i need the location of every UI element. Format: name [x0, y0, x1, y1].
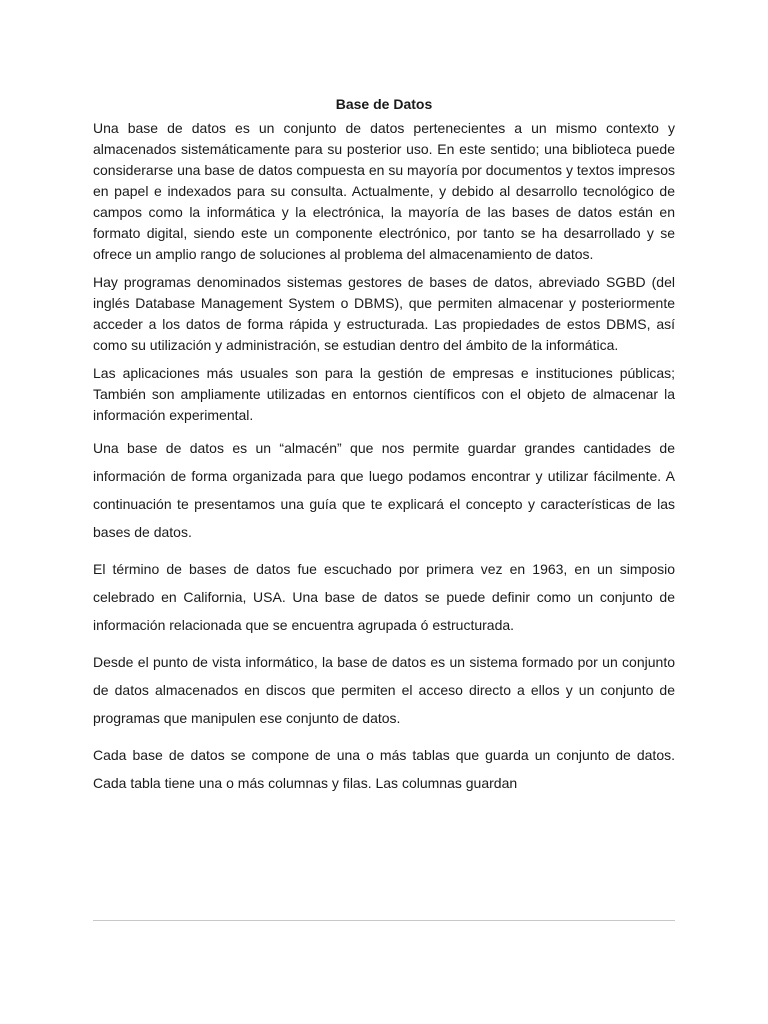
paragraph-intro: Una base de datos es un conjunto de datos pertenecientes a un mismo contexto y almacenados sistemáticamente para su posterior uso. En este sentido; una biblioteca puede considerarse una base de datos compuesta en su mayoría por documentos y textos impresos en papel e indexados para su consulta. Actualmente, y debido al desarrollo tecnológico de campos como la informática y la electrónica, la mayoría de las bases de datos están en formato digital, siendo este un componente electrónico, por tanto se ha desarrollado y se ofrece un amplio rango de soluciones al problema del almacenamiento de datos. — [93, 120, 675, 262]
page-divider — [93, 920, 675, 921]
paragraph-history: El término de bases de datos fue escuchado por primera vez en 1963, en un simposio celebrado en California, USA. Una base de datos se puede definir como un conjunto de información relacionada que se encuentra agrupada ó estructurada. — [93, 561, 675, 633]
paragraph-informatic-view: Desde el punto de vista informático, la base de datos es un sistema formado por un conjunto de datos almacenados en discos que permiten el acceso directo a ellos y un conjunto de programas que manipulen ese conjunto de datos. — [93, 654, 675, 726]
document-page — [93, 94, 675, 806]
paragraph-sgbd: Hay programas denominados sistemas gestores de bases de datos, abreviado SGBD (del inglés Database Management System o DBMS), que permiten almacenar y posteriormente acceder a los datos de forma rápida y estructurada. Las propiedades de estos DBMS, así como su utilización y administración, se estudian dentro del ámbito de la informática. — [93, 274, 675, 353]
paragraph-tables: Cada base de datos se compone de una o más tablas que guarda un conjunto de datos. Cada tabla tiene una o más columnas y filas. Las columnas guardan — [93, 747, 675, 791]
paragraph-almacen: Una base de datos es un “almacén” que nos permite guardar grandes cantidades de información de forma organizada para que luego podamos encontrar y utilizar fácilmente. A continuación te presentamos una guía que te explicará el concepto y características de las bases de datos. — [93, 440, 675, 540]
document-title: Base de Datos — [335, 96, 433, 112]
paragraph-applications: Las aplicaciones más usuales son para la gestión de empresas e instituciones públicas; También son ampliamente utilizadas en entornos científicos con el objeto de almacenar la información experimental. — [93, 365, 675, 423]
